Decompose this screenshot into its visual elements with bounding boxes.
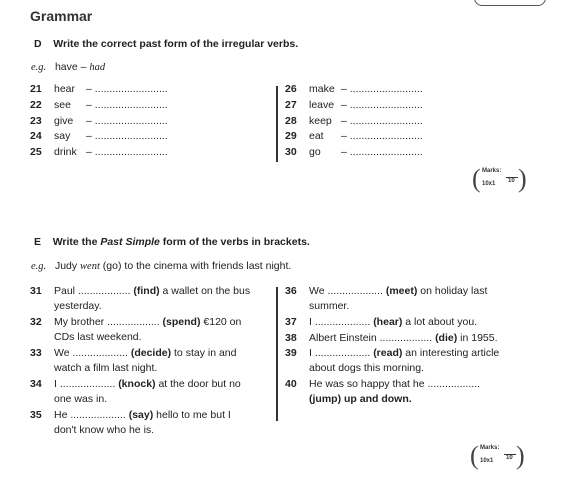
section-d-example: e.g. have – had <box>31 61 106 73</box>
answer-blank[interactable]: ......................... <box>94 130 168 142</box>
marks-box-d: ( Marks: 10x1 10 ) <box>472 164 527 193</box>
answer-blank[interactable]: ......................... <box>349 83 423 95</box>
question-37: 37 I ................... (hear) a lot about you. <box>285 316 478 328</box>
section-e-example: e.g. Judy went (go) to the cinema with friends last night. <box>31 260 292 272</box>
question-33: 33 We ................... (decide) to stay in and watch a film last night. <box>30 347 237 374</box>
question-38: 38 Albert Einstein .................. (die) in 1955. <box>285 332 498 344</box>
question-34: 34 I ................... (knock) at the door but no one was in. <box>30 378 241 405</box>
question-35: 35 He ................... (say) hello to me but I don't know who he is. <box>30 409 231 436</box>
section-e-heading: E Write the Past Simple form of the verbs in brackets. <box>34 236 310 248</box>
list-item: 29 eat – ......................... <box>285 130 423 142</box>
list-item: 26 make – ......................... <box>285 83 423 95</box>
answer-blank[interactable]: ......................... <box>94 99 168 111</box>
example-answer: had <box>89 62 106 73</box>
answer-blank[interactable]: I ................... <box>54 378 116 390</box>
corner-box-decoration <box>474 0 546 6</box>
page-title: Grammar <box>30 8 93 24</box>
section-d-heading <box>34 38 298 50</box>
list-item: 28 keep – ......................... <box>285 115 423 127</box>
answer-blank[interactable]: ......................... <box>349 115 423 127</box>
list-item: 25 drink – ......................... <box>30 146 168 158</box>
section-d-letter: D <box>34 38 42 50</box>
list-item: 23 give – ......................... <box>30 115 168 127</box>
list-item: 27 leave – ......................... <box>285 99 423 111</box>
marks-box-e: ( Marks: 10x1 10 ) <box>470 441 525 470</box>
question-31: 31 Paul .................. (find) a wallet on the bus yesterday. <box>30 285 251 312</box>
answer-blank[interactable]: .................. <box>427 378 481 390</box>
section-d-instruction: Write the correct past form of the irregular verbs. <box>53 38 299 50</box>
answer-blank[interactable]: Paul .................. <box>54 285 131 297</box>
answer-blank[interactable]: ......................... <box>94 83 168 95</box>
answer-blank[interactable]: I ................... <box>309 316 371 328</box>
answer-blank[interactable]: ......................... <box>349 99 423 111</box>
answer-blank[interactable]: I ................... <box>309 347 371 359</box>
answer-blank[interactable]: Albert Einstein .................. <box>309 332 433 344</box>
question-39: 39 I ................... (read) an interesting article about dogs this morning. <box>285 347 500 374</box>
column-divider <box>276 287 278 421</box>
answer-blank[interactable]: We ................... <box>309 285 383 297</box>
answer-blank[interactable]: He ................... <box>54 409 126 421</box>
answer-blank[interactable]: My brother .................. <box>54 316 160 328</box>
example-word: have <box>54 61 78 73</box>
answer-blank[interactable]: ......................... <box>94 115 168 127</box>
question-32: 32 My brother .................. (spend) €120 on CDs last weekend. <box>30 316 242 343</box>
question-40: 40 He was so happy that he .................. (jump) up and down. <box>285 378 481 405</box>
list-item: 21 hear – ......................... <box>30 83 168 95</box>
answer-blank[interactable]: ......................... <box>94 146 168 158</box>
column-divider <box>276 86 278 162</box>
answer-blank[interactable]: We ................... <box>54 347 128 359</box>
list-item: 30 go – ......................... <box>285 146 423 158</box>
list-item: 22 see – ......................... <box>30 99 168 111</box>
question-36: 36 We ................... (meet) on holiday last summer. <box>285 285 488 312</box>
answer-blank[interactable]: ......................... <box>349 130 423 142</box>
list-item: 24 say – ......................... <box>30 130 168 142</box>
example-label: e.g. <box>31 62 47 73</box>
answer-blank[interactable]: ......................... <box>349 146 423 158</box>
